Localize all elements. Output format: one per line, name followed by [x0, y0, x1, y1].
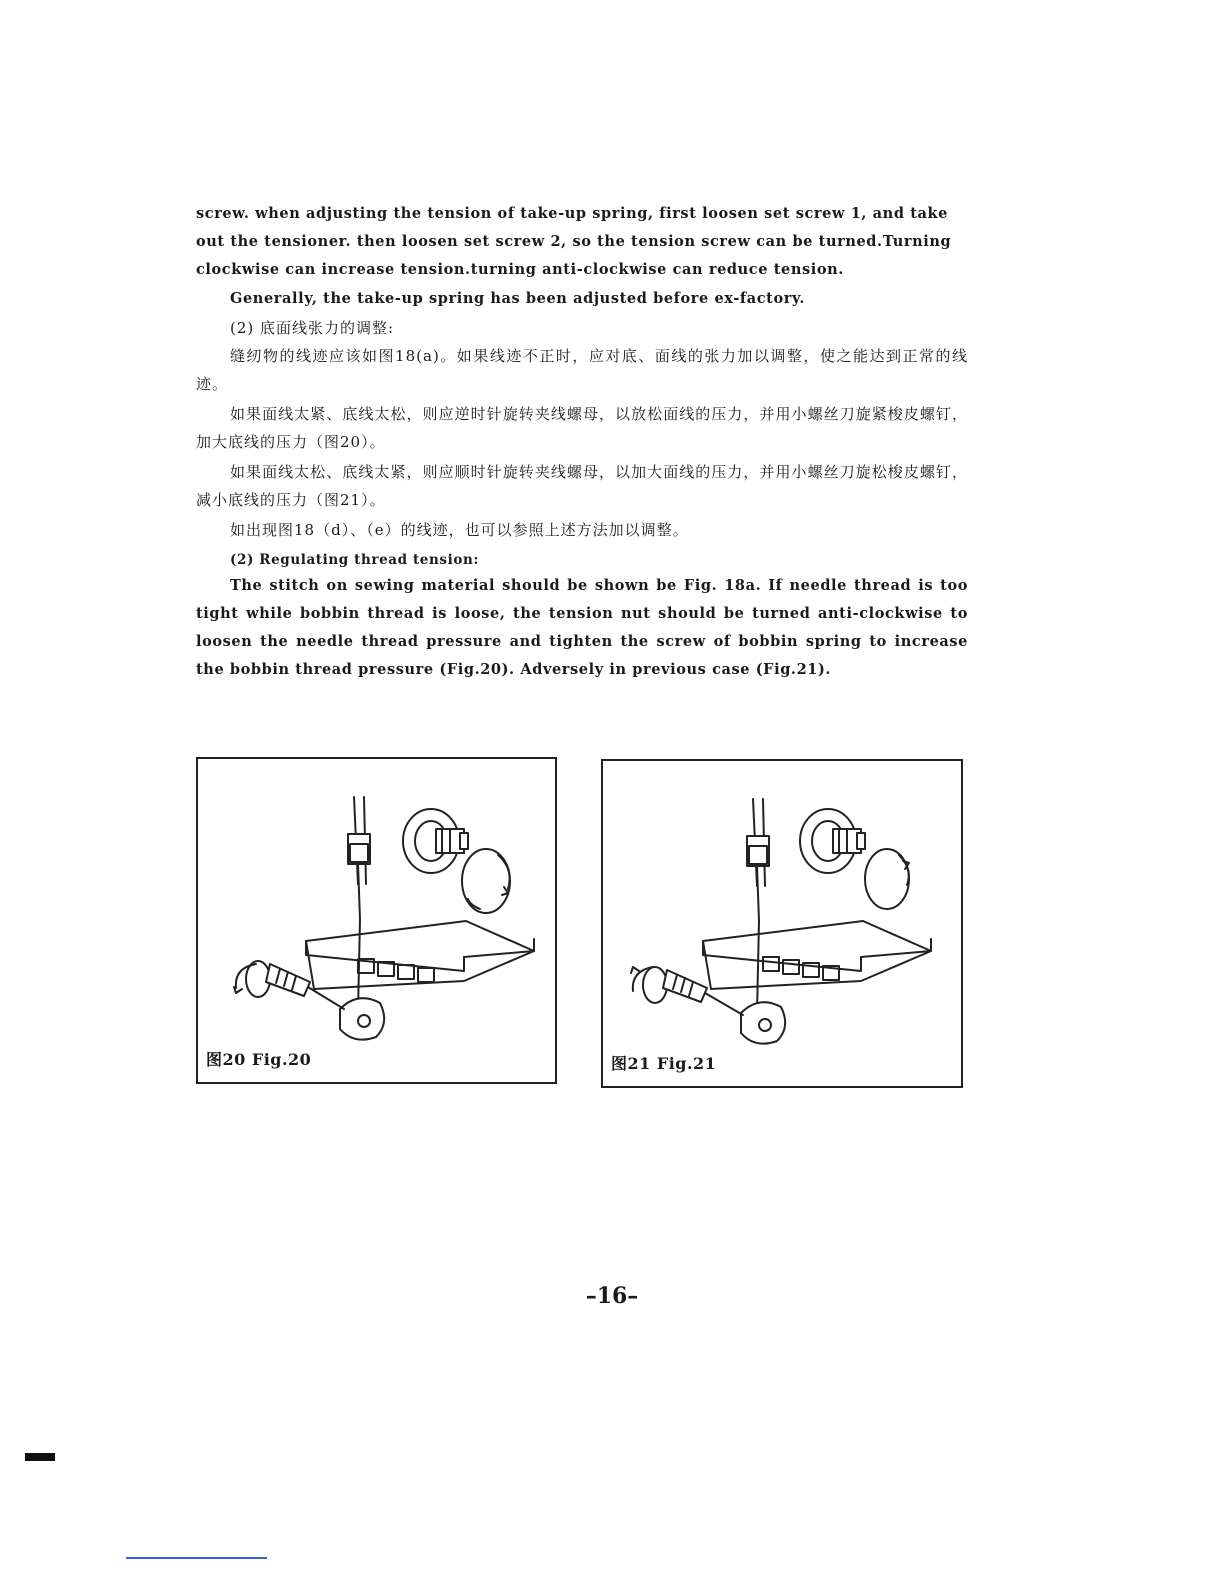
figure-20	[196, 757, 557, 1084]
zh-paragraph-4: 如出现图18（d）、（e）的线迹，也可以参照上述方法加以调整。	[230, 521, 689, 539]
en-section-heading: (2) Regulating thread tension:	[230, 552, 479, 568]
en-body-paragraph: The stitch on sewing material should be shown be Fig. 18a. If needle thread is too tight while bobbin thread is loose, the tension nut should be turned anti-clockwise to loosen the needle thread pressure and tighten the screw of bobbin spring to increase the bobbin thread pressure (Fig.20). Adversely in previous case (Fig.21).	[196, 577, 968, 678]
zh-section-heading: (2) 底面线张力的调整:	[230, 319, 395, 337]
figure-20-illustration	[198, 759, 555, 1082]
generally-note: Generally, the take-up spring has been adjusted before ex-factory.	[230, 290, 805, 307]
scan-artifact-line	[126, 1557, 267, 1559]
intro-line: out the tensioner. then loosen set screw 2, so the tension screw can be turned.Turning	[196, 233, 952, 250]
figure-21-illustration	[603, 761, 961, 1086]
figure-21	[601, 759, 963, 1088]
zh-paragraph-3: 如果面线太松、底线太紧，则应顺时针旋转夹线螺母，以加大面线的压力，并用小螺丝刀旋松梭皮螺钉，减小底线的压力（图21）。	[196, 463, 968, 509]
zh-paragraph-2: 如果面线太紧、底线太松，则应逆时针旋转夹线螺母，以放松面线的压力，并用小螺丝刀旋紧梭皮螺钉，加大底线的压力（图20）。	[196, 405, 968, 451]
intro-paragraph	[196, 200, 968, 284]
figure-20-caption: 图20 Fig.20	[206, 1050, 312, 1069]
page-number: –16–	[585, 1283, 639, 1309]
zh-paragraph-1: 缝纫物的线迹应该如图18(a)。如果线迹不正时，应对底、面线的张力加以调整，使之能达到正常的线迹。	[196, 347, 968, 393]
intro-line: screw. when adjusting the tension of take-up spring, first loosen set screw 1, and take	[196, 205, 948, 222]
intro-line: clockwise can increase tension.turning anti-clockwise can reduce tension.	[196, 261, 844, 278]
figure-21-caption: 图21 Fig.21	[611, 1054, 717, 1073]
scan-artifact	[25, 1453, 55, 1461]
